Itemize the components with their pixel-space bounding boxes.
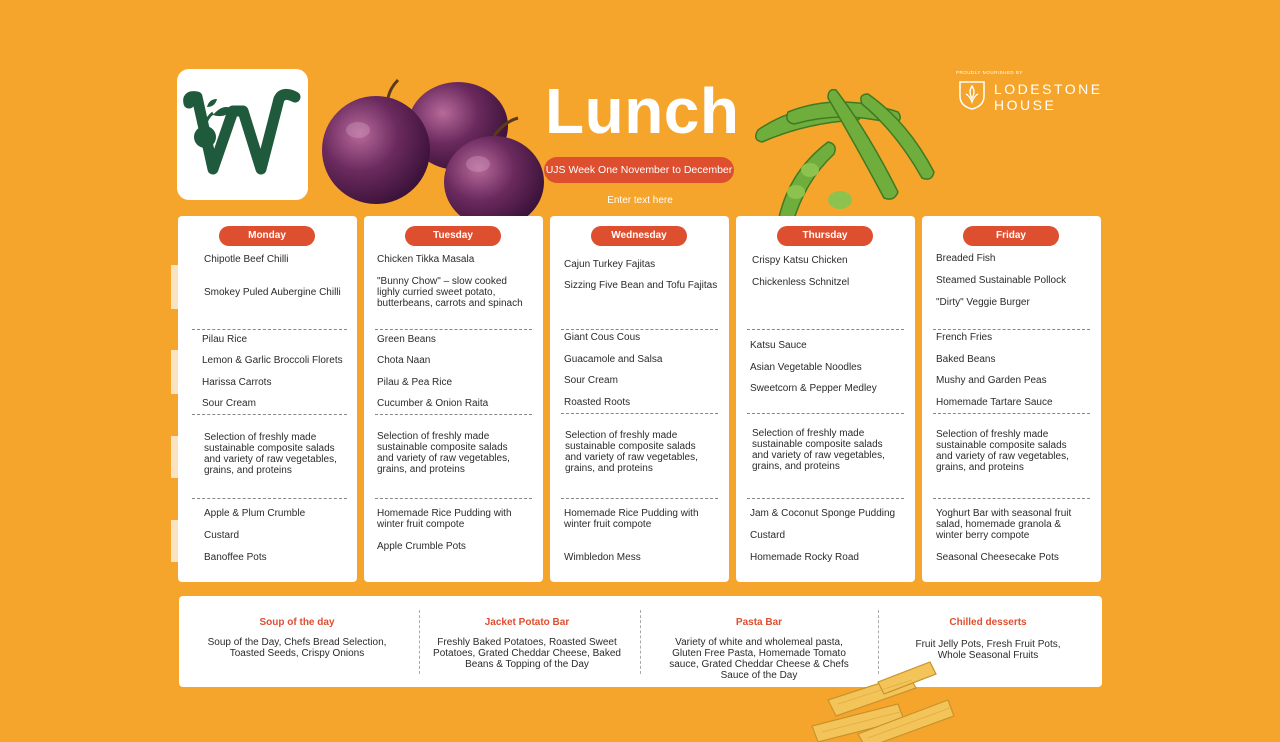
station-text: Fruit Jelly Pots, Fresh Fruit Pots, Whole Seasonal Fruits — [915, 639, 1061, 661]
day-card-friday — [922, 216, 1101, 582]
day-label: Monday — [219, 226, 315, 246]
menu-item: Custard — [750, 530, 786, 541]
plums-illustration — [318, 78, 550, 228]
divider — [192, 498, 347, 499]
partner-brand — [956, 70, 1106, 115]
menu-item: Green Beans — [377, 334, 436, 345]
menu-item: Cucumber & Onion Raita — [377, 398, 489, 409]
station-title: Chilled desserts — [949, 617, 1027, 628]
partner-tagline: PROUDLY NOURISHED BY — [956, 70, 1023, 75]
enter-text-placeholder[interactable]: Enter text here — [607, 195, 673, 206]
divider — [375, 329, 532, 330]
day-card-tuesday — [364, 216, 543, 582]
menu-item: Sweetcorn & Pepper Medley — [750, 383, 877, 394]
divider — [933, 329, 1090, 330]
penne-illustration — [808, 660, 958, 742]
menu-item: Chipotle Beef Chilli — [204, 254, 289, 265]
menu-item: Homemade Tartare Sauce — [936, 397, 1053, 408]
menu-item: Pilau Rice — [202, 334, 248, 345]
station-text: Freshly Baked Potatoes, Roasted Sweet Potatoes, Grated Cheddar Cheese, Baked Beans & Topping of the Day — [433, 637, 621, 670]
menu-item: Banoffee Pots — [204, 552, 267, 563]
salad-text: Selection of freshly made sustainable composite salads and variety of raw vegetables, grains, and proteins — [752, 428, 885, 472]
menu-item: "Dirty" Veggie Burger — [936, 297, 1030, 308]
day-card-thursday — [736, 216, 915, 582]
page-title: Lunch — [545, 75, 740, 147]
divider — [375, 414, 532, 415]
menu-item: Pilau & Pea Rice — [377, 377, 453, 388]
divider — [933, 413, 1090, 414]
menu-item: French Fries — [936, 332, 993, 343]
menu-item: Apple & Plum Crumble — [204, 508, 306, 519]
menu-item: Steamed Sustainable Pollock — [936, 275, 1067, 286]
divider — [561, 413, 718, 414]
station-title: Pasta Bar — [735, 617, 783, 628]
column-divider — [640, 610, 641, 674]
station-title: Jacket Potato Bar — [484, 617, 570, 628]
menu-item: Sour Cream — [564, 375, 618, 386]
day-label: Tuesday — [405, 226, 501, 246]
divider — [192, 329, 347, 330]
menu-item: Breaded Fish — [936, 253, 996, 264]
menu-item: Giant Cous Cous — [564, 332, 641, 343]
divider — [747, 329, 904, 330]
column-divider — [419, 610, 420, 674]
logo-w-icon — [183, 77, 303, 189]
station-soup — [199, 596, 395, 687]
menu-item: Yoghurt Bar with seasonal fruit salad, homemade granola & winter berry compote — [936, 508, 1072, 541]
menu-item: Lemon & Garlic Broccoli Florets — [202, 355, 343, 366]
menu-item: Smokey Puled Aubergine Chilli — [204, 287, 341, 298]
divider — [561, 329, 718, 330]
divider — [933, 498, 1090, 499]
salad-text: Selection of freshly made sustainable composite salads and variety of raw vegetables, grains, and proteins — [204, 432, 337, 476]
salad-text: Selection of freshly made sustainable composite salads and variety of raw vegetables, grains, and proteins — [936, 429, 1069, 473]
crest-icon — [958, 80, 986, 110]
menu-item: Jam & Coconut Sponge Pudding — [750, 508, 896, 519]
menu-item: "Bunny Chow" – slow cooked lighly curried sweet potato, butterbeans, carrots and spinach — [377, 276, 523, 309]
week-badge: UJS Week One November to December — [544, 157, 734, 183]
divider — [192, 414, 347, 415]
menu-item: Seasonal Cheesecake Pots — [936, 552, 1059, 563]
station-text: Variety of white and wholemeal pasta, Gluten Free Pasta, Homemade Tomato sauce, Grated Cheddar Cheese & Chefs Sauce of the Day — [669, 637, 849, 681]
menu-item: Chickenless Schnitzel — [752, 277, 850, 288]
divider — [747, 413, 904, 414]
day-label: Wednesday — [591, 226, 687, 246]
day-label: Thursday — [777, 226, 873, 246]
menu-item: Chicken Tikka Masala — [377, 254, 475, 265]
divider — [375, 498, 532, 499]
menu-item: Asian Vegetable Noodles — [750, 362, 862, 373]
menu-item: Homemade Rocky Road — [750, 552, 859, 563]
station-jacket-potato — [429, 596, 625, 687]
menu-item: Homemade Rice Pudding with winter fruit compote — [377, 508, 512, 530]
day-card-monday — [178, 216, 357, 582]
menu-item: Mushy and Garden Peas — [936, 375, 1047, 386]
menu-item: Guacamole and Salsa — [564, 354, 663, 365]
station-text: Soup of the Day, Chefs Bread Selection, Toasted Seeds, Crispy Onions — [207, 637, 387, 659]
stations-card — [179, 596, 1102, 687]
menu-item: Katsu Sauce — [750, 340, 807, 351]
menu-item: Cajun Turkey Fajitas — [564, 259, 656, 270]
menu-item: Homemade Rice Pudding with winter fruit compote — [564, 508, 699, 530]
divider — [561, 498, 718, 499]
menu-item: Sizzing Five Bean and Tofu Fajitas — [564, 280, 718, 291]
salad-text: Selection of freshly made sustainable composite salads and variety of raw vegetables, grains, and proteins — [377, 431, 510, 475]
menu-item: Custard — [204, 530, 240, 541]
menu-item: Harissa Carrots — [202, 377, 272, 388]
partner-name: LODESTONE HOUSE — [994, 81, 1103, 113]
menu-item: Baked Beans — [936, 354, 996, 365]
menu-item: Apple Crumble Pots — [377, 541, 466, 552]
menu-item: Wimbledon Mess — [564, 552, 641, 563]
day-card-wednesday — [550, 216, 729, 582]
day-label: Friday — [963, 226, 1059, 246]
menu-item: Sour Cream — [202, 398, 256, 409]
school-logo — [177, 69, 308, 200]
menu-item: Crispy Katsu Chicken — [752, 255, 848, 266]
menu-item: Roasted Roots — [564, 397, 631, 408]
divider — [747, 498, 904, 499]
station-title: Soup of the day — [259, 617, 335, 628]
menu-item: Chota Naan — [377, 355, 431, 366]
salad-text: Selection of freshly made sustainable composite salads and variety of raw vegetables, grains, and proteins — [565, 430, 698, 474]
